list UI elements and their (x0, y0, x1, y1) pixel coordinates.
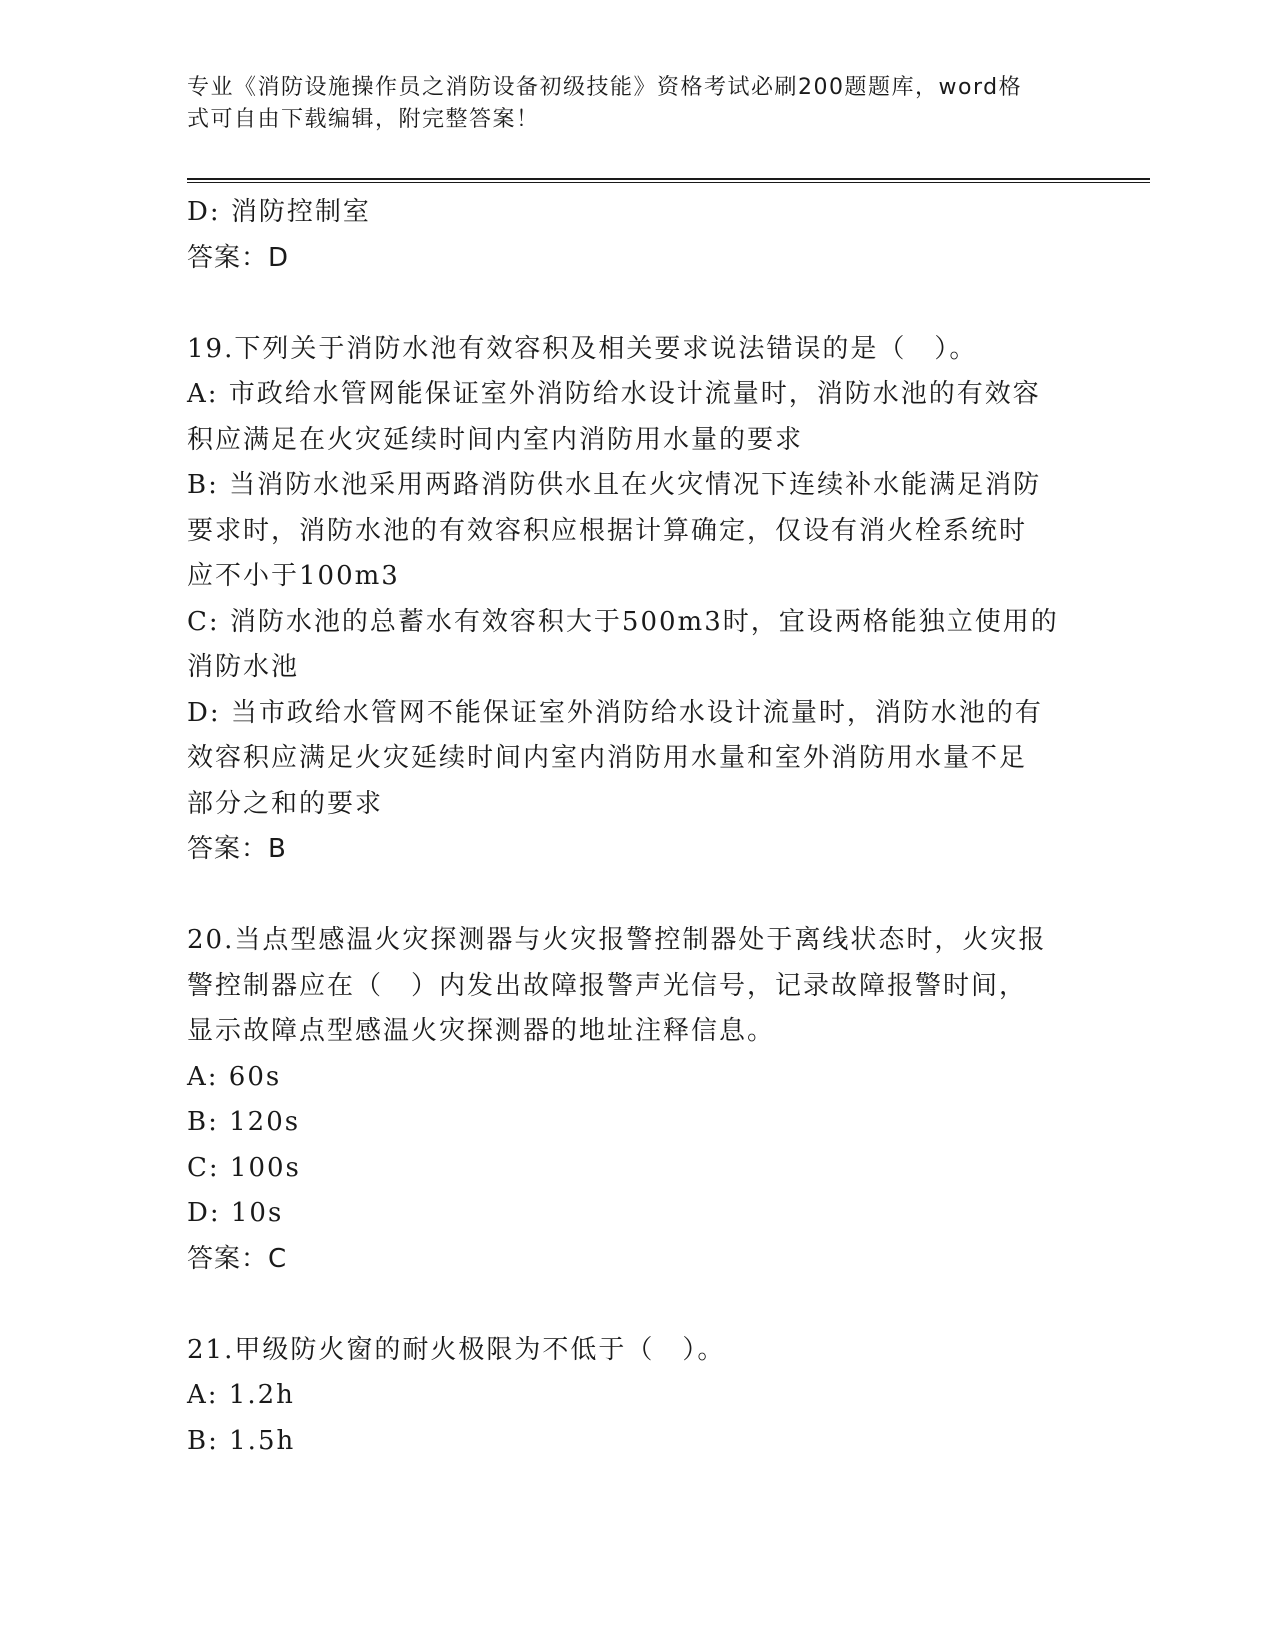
option-b: B: 当消防水池采用两路消防供水且在火灾情况下连续补水能满足消防 (187, 470, 1042, 500)
option-d-cont: 效容积应满足火灾延续时间内室内消防用水量和室外消防用水量不足 (187, 743, 1028, 773)
question-20 (187, 918, 1087, 1282)
option-d: D: 10s (187, 1198, 284, 1228)
question-stem-cont: 警控制器应在（ ）内发出故障报警声光信号，记录故障报警时间， (187, 970, 1028, 1001)
page-header (187, 72, 1067, 136)
option-c-cont: 消防水池 (187, 652, 300, 682)
header-line-1: 专业《消防设施操作员之消防设备初级技能》资格考试必刷200题题库，word格 (187, 75, 1023, 100)
question-stem-cont: 显示故障点型感温火灾探测器的地址注释信息。 (187, 1016, 776, 1046)
option-a-cont: 积应满足在火灾延续时间内室内消防用水量的要求 (187, 424, 804, 455)
document-body (187, 190, 1087, 1464)
option-c: C: 100s (187, 1152, 301, 1183)
question-stem: 19.下列关于消防水池有效容积及相关要求说法错误的是（ ）。 (187, 333, 978, 364)
spacer (187, 281, 1087, 327)
question-stem: 21.甲级防火窗的耐火极限为不低于（ ）。 (187, 1334, 726, 1365)
option-c: C: 消防水池的总蓄水有效容积大于500m3时，宜设两格能独立使用的 (187, 606, 1059, 637)
answer: 答案：D (187, 242, 290, 273)
option-b-cont: 要求时，消防水池的有效容积应根据计算确定，仅设有消火栓系统时 (187, 515, 1028, 546)
header-divider (187, 178, 1150, 183)
option-a: A: 1.2h (187, 1380, 295, 1410)
spacer (187, 1282, 1087, 1328)
option-b: B: 120s (187, 1107, 301, 1137)
option-a: A: 市政给水管网能保证室外消防给水设计流量时，消防水池的有效容 (187, 379, 1041, 409)
option-b-cont: 应不小于100m3 (187, 561, 400, 591)
option-a: A: 60s (187, 1061, 282, 1092)
question-stem: 20.当点型感温火灾探测器与火灾报警控制器处于离线状态时，火灾报 (187, 925, 1047, 955)
spacer (187, 873, 1087, 919)
question-18-tail (187, 190, 1087, 281)
option-d-cont: 部分之和的要求 (187, 788, 384, 819)
question-21 (187, 1328, 1087, 1465)
answer: 答案：C (187, 1243, 288, 1274)
option-d: D: 消防控制室 (187, 197, 371, 227)
question-19 (187, 327, 1087, 873)
option-b: B: 1.5h (187, 1425, 296, 1456)
option-d: D: 当市政给水管网不能保证室外消防给水设计流量时，消防水池的有 (187, 697, 1043, 728)
header-line-2: 式可自由下载编辑，附完整答案！ (187, 107, 540, 132)
answer: 答案：B (187, 834, 287, 864)
